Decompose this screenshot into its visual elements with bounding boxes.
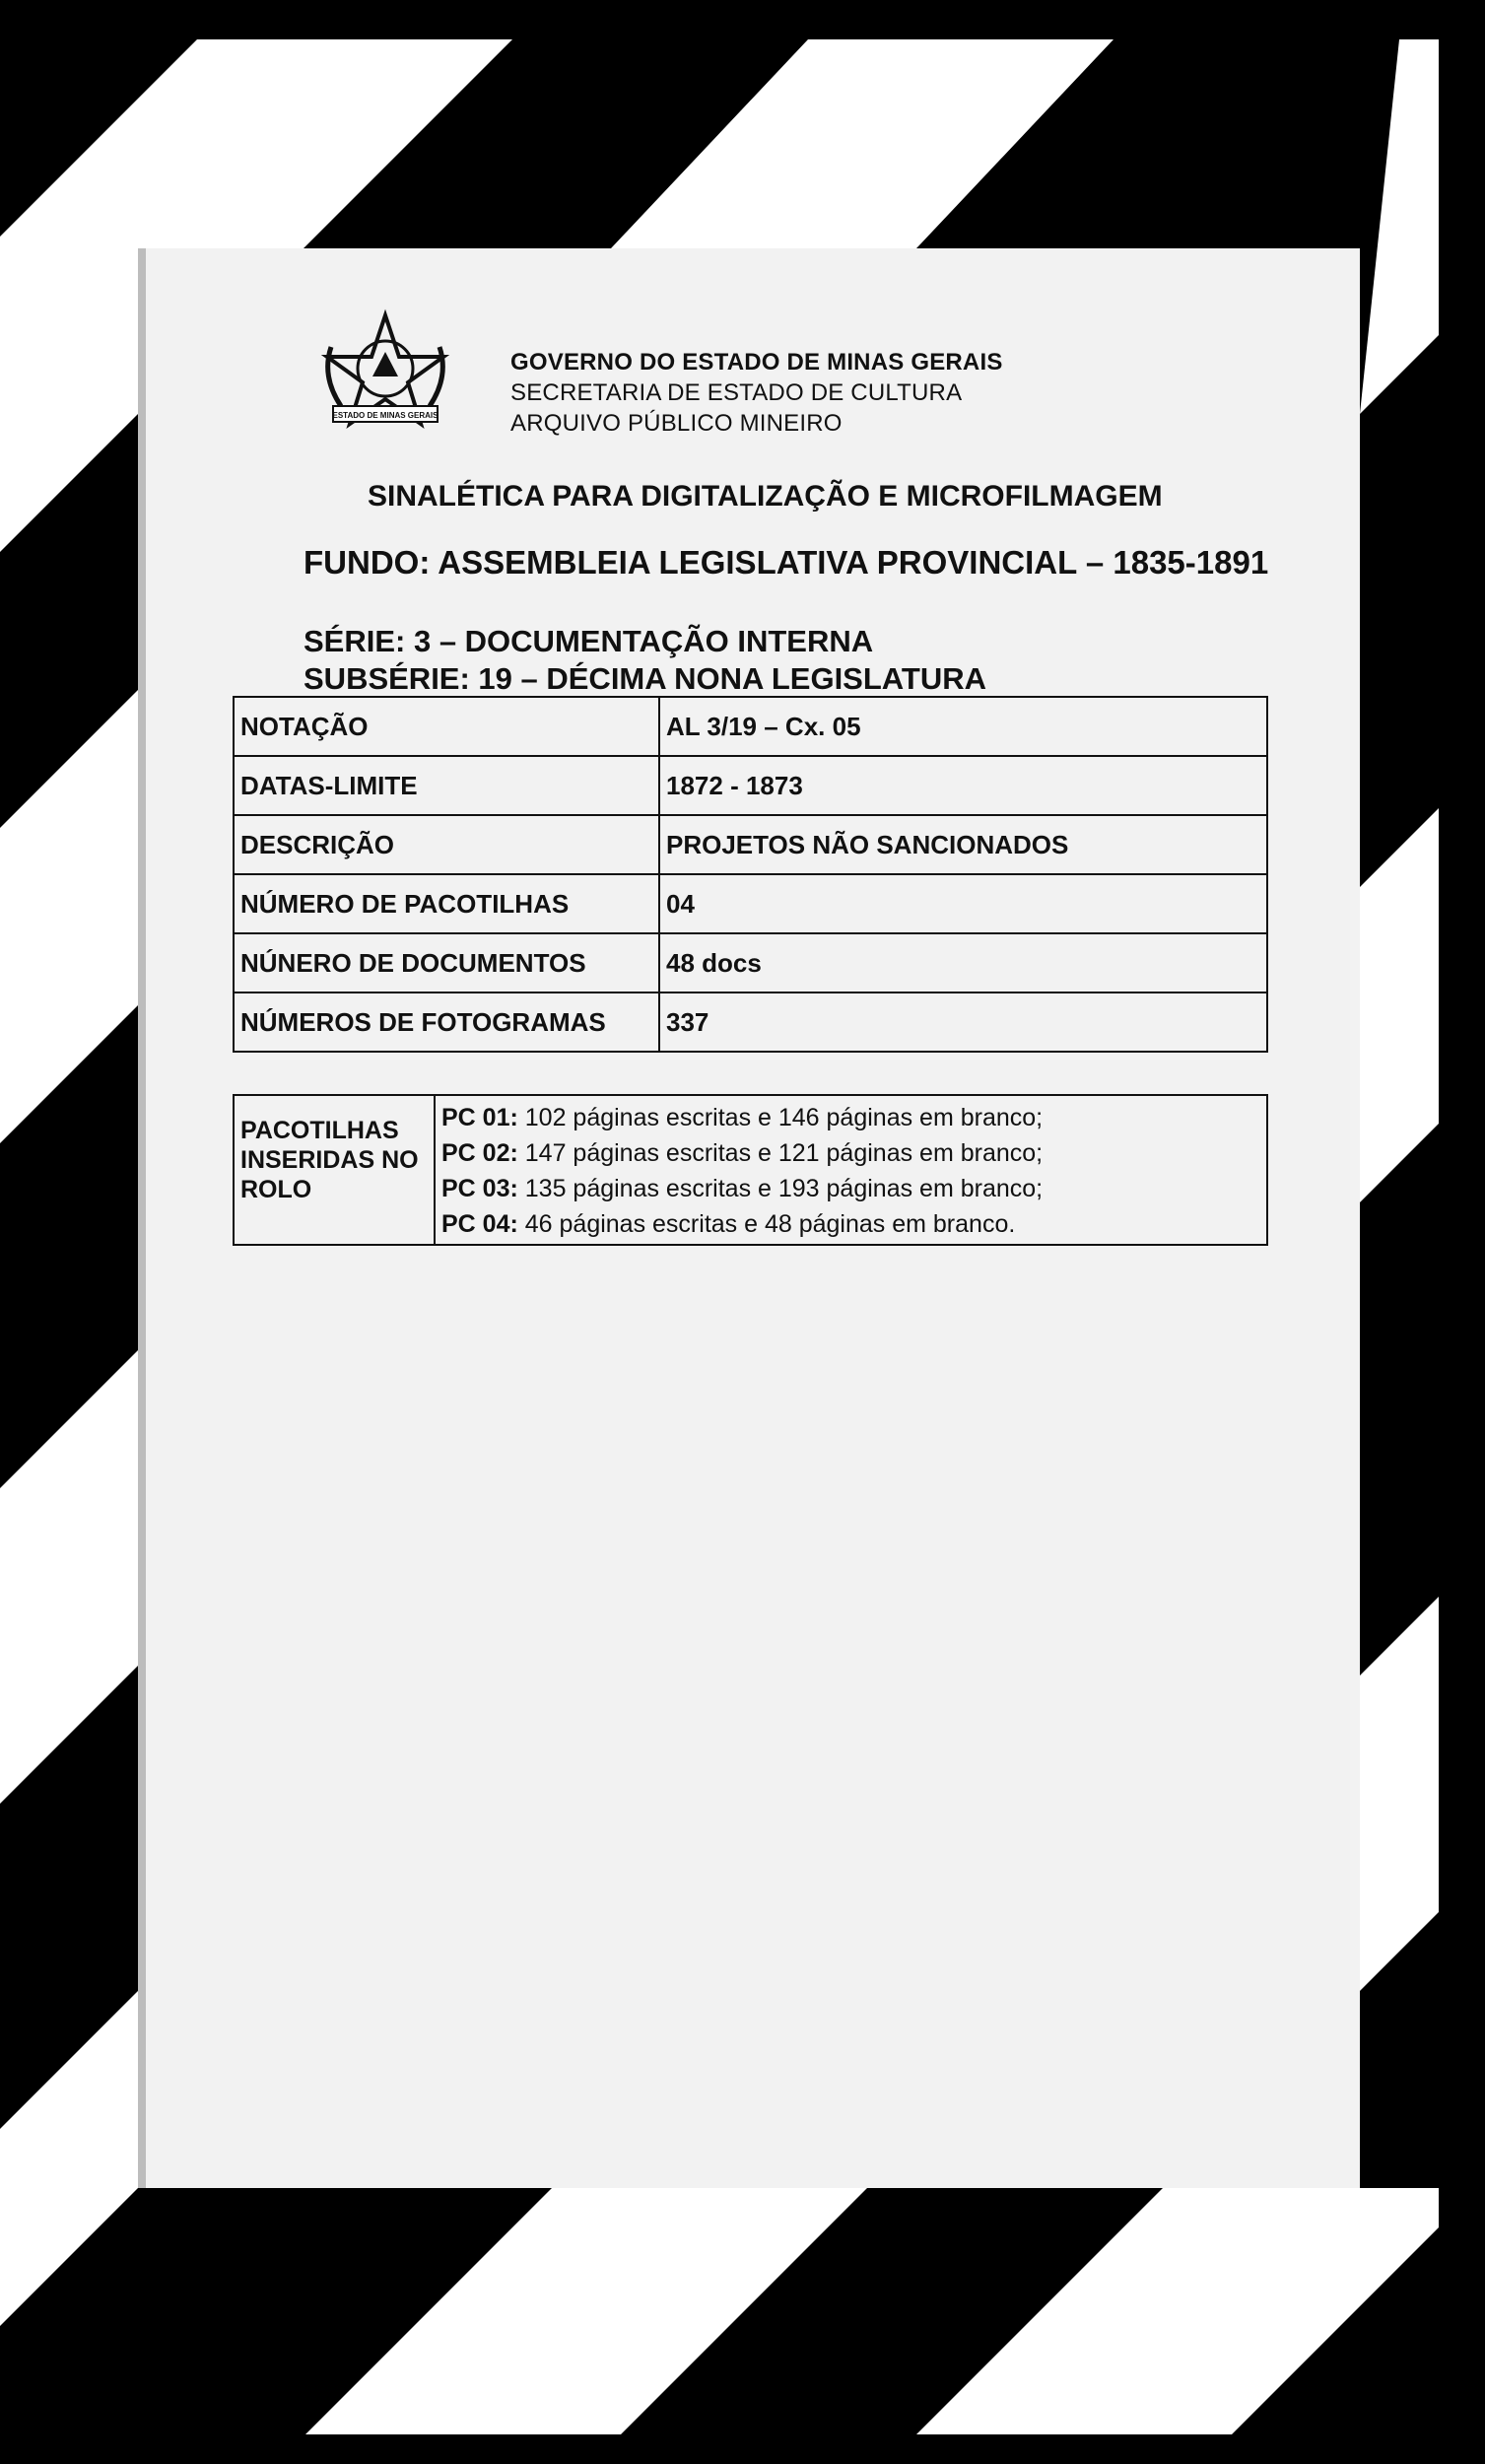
table-row — [234, 697, 1267, 756]
archive-name: ARQUIVO PÚBLICO MINEIRO — [510, 410, 843, 437]
row-value: 48 docs — [659, 933, 1267, 992]
table-row — [234, 992, 1267, 1052]
row-value: AL 3/19 – Cx. 05 — [659, 697, 1267, 756]
row-label: DESCRIÇÃO — [234, 815, 659, 874]
pacotilha-code: PC 03: — [441, 1175, 518, 1202]
pacotilhas-label: PACOTILHAS INSERIDAS NO ROLO — [234, 1095, 435, 1245]
table-row — [234, 874, 1267, 933]
row-value: 1872 - 1873 — [659, 756, 1267, 815]
pacotilha-code: PC 02: — [441, 1139, 518, 1167]
subserie-line: SUBSÉRIE: 19 – DÉCIMA NONA LEGISLATURA — [304, 661, 986, 696]
row-value: 04 — [659, 874, 1267, 933]
table-row — [234, 756, 1267, 815]
pacotilha-description: 135 páginas escritas e 193 páginas em branco; — [517, 1175, 1044, 1202]
secretariat-name: SECRETARIA DE ESTADO DE CULTURA — [510, 379, 963, 406]
pacotilha-description: 102 páginas escritas e 146 páginas em branco; — [517, 1104, 1044, 1131]
row-label: DATAS-LIMITE — [234, 756, 659, 815]
pacotilha-code: PC 01: — [441, 1104, 518, 1131]
pacotilhas-table — [233, 1094, 1268, 1246]
document-sheet — [138, 248, 1360, 2188]
row-value: 337 — [659, 992, 1267, 1052]
notation-table — [233, 696, 1268, 1053]
serie-line: SÉRIE: 3 – DOCUMENTAÇÃO INTERNA — [304, 624, 874, 658]
row-label: NÚNERO DE DOCUMENTOS — [234, 933, 659, 992]
row-label: NOTAÇÃO — [234, 697, 659, 756]
pacotilha-description: 46 páginas escritas e 48 páginas em branco. — [517, 1210, 1016, 1238]
fundo-heading: FUNDO: ASSEMBLEIA LEGISLATIVA PROVINCIAL – 1835-1891 — [304, 544, 1269, 581]
row-label: NÚMERO DE PACOTILHAS — [234, 874, 659, 933]
list-item — [441, 1206, 1260, 1242]
table-row — [234, 815, 1267, 874]
state-coat-of-arms-icon — [311, 308, 459, 436]
document-title: SINALÉTICA PARA DIGITALIZAÇÃO E MICROFILMAGEM — [368, 480, 1163, 513]
list-item — [441, 1171, 1260, 1206]
row-value: PROJETOS NÃO SANCIONADOS — [659, 815, 1267, 874]
table-row — [234, 933, 1267, 992]
list-item — [441, 1135, 1260, 1171]
emblem-ribbon-text: ESTADO DE MINAS GERAIS — [332, 411, 439, 420]
table-row — [234, 1095, 1267, 1245]
government-name: GOVERNO DO ESTADO DE MINAS GERAIS — [510, 349, 1003, 376]
series-heading — [304, 623, 986, 698]
pacotilha-code: PC 04: — [441, 1210, 518, 1238]
pacotilhas-list — [435, 1095, 1267, 1245]
list-item — [441, 1100, 1260, 1135]
row-label: NÚMEROS DE FOTOGRAMAS — [234, 992, 659, 1052]
institution-header — [510, 347, 1003, 439]
pacotilha-description: 147 páginas escritas e 121 páginas em branco; — [517, 1139, 1044, 1167]
